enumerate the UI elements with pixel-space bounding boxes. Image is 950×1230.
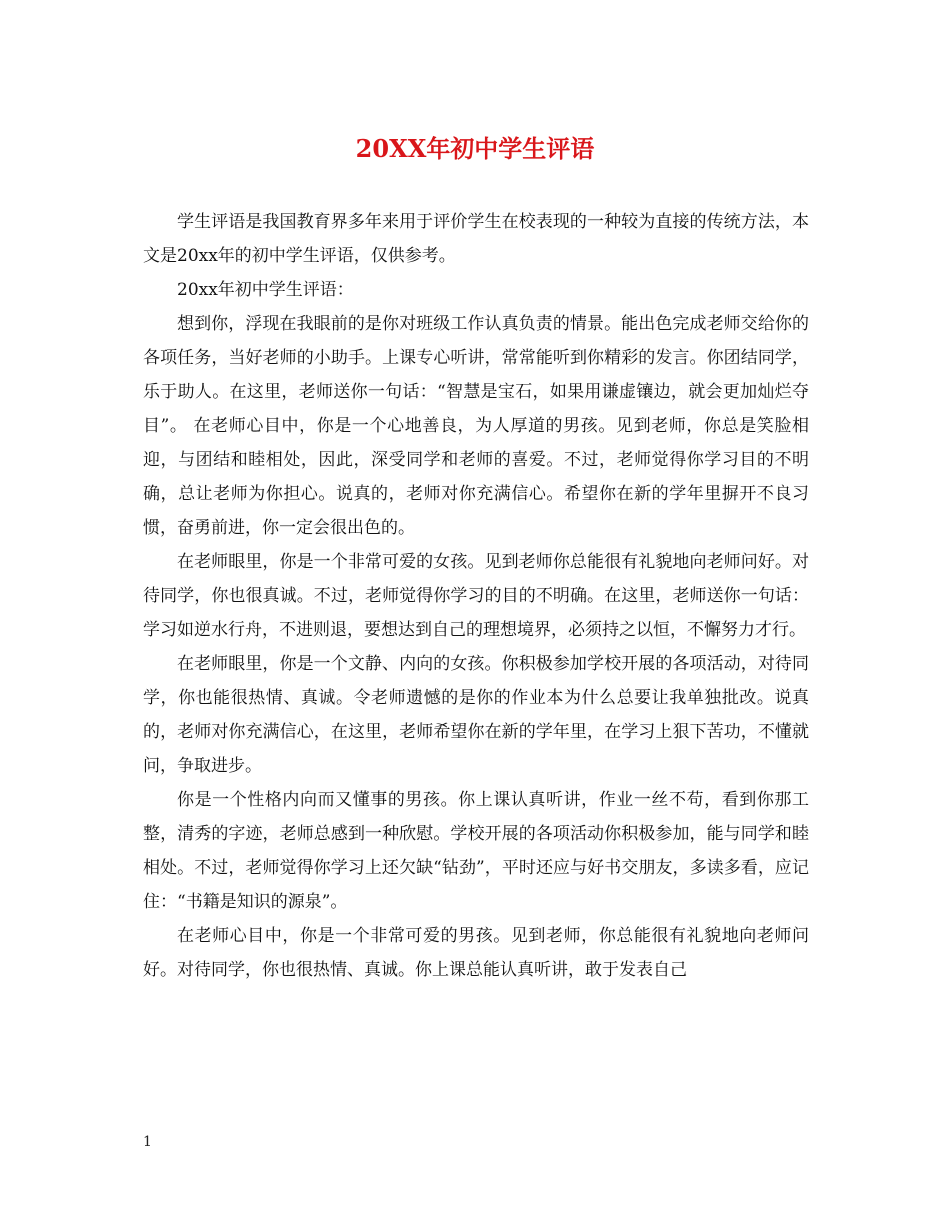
comment-paragraph-5: 在老师心目中，你是一个非常可爱的男孩。见到老师，你总能很有礼貌地向老师问好。对待同学，你也很热情、真诚。你上课总能认真听讲，敢于发表自己 [143,926,809,980]
page-number: 1 [143,1134,152,1150]
section-heading: 20xx年初中学生评语： [177,280,354,300]
intro-paragraph: 学生评语是我国教育界多年来用于评价学生在校表现的一种较为直接的传统方法，本文是20xx年的初中学生评语，仅供参考。 [143,212,809,266]
comment-paragraph-3: 在老师眼里，你是一个文静、内向的女孩。你积极参加学校开展的各项活动，对待同学，你也能很热情、真诚。令老师遗憾的是你的作业本为什么总要让我单独批改。说真的，老师对你充满信心，在这里，老师希望你在新的学年里，在学习上狠下苦功，不懂就问，争取进步。 [143,654,809,776]
document-body [143,205,809,987]
document-title: 20XX年初中学生评语 [355,134,595,163]
comment-paragraph-1: 想到你，浮现在我眼前的是你对班级工作认真负责的情景。能出色完成老师交给你的各项任务，当好老师的小助手。上课专心听讲，常常能听到你精彩的发言。你团结同学，乐于助人。在这里，老师送你一句话：“智慧是宝石，如果用谦虚镶边，就会更加灿烂夺目”。 在老师心目中，你是一个心地善良，为人厚道的男孩。见到老师，你总是笑脸相迎，与团结和睦相处，因此，深受同学和老师的喜爱。不过，老师觉得你学习目的不明确，总让老师为你担心。说真的，老师对你充满信心。希望你在新的学年里摒开不良习惯，奋勇前进，你一定会很出色的。 [143,314,809,538]
comment-paragraph-4: 你是一个性格内向而又懂事的男孩。你上课认真听讲，作业一丝不苟，看到你那工整，清秀的字迹，老师总感到一种欣慰。学校开展的各项活动你积极参加，能与同学和睦相处。不过，老师觉得你学习上还欠缺“钻劲”，平时还应与好书交朋友，多读多看，应记住：“书籍是知识的源泉”。 [143,790,809,912]
comment-paragraph-2: 在老师眼里，你是一个非常可爱的女孩。见到老师你总能很有礼貌地向老师问好。对待同学，你也很真诚。不过，老师觉得你学习的目的不明确。在这里，老师送你一句话：学习如逆水行舟，不进则退，要想达到自己的理想境界，必须持之以恒，不懈努力才行。 [143,552,809,640]
